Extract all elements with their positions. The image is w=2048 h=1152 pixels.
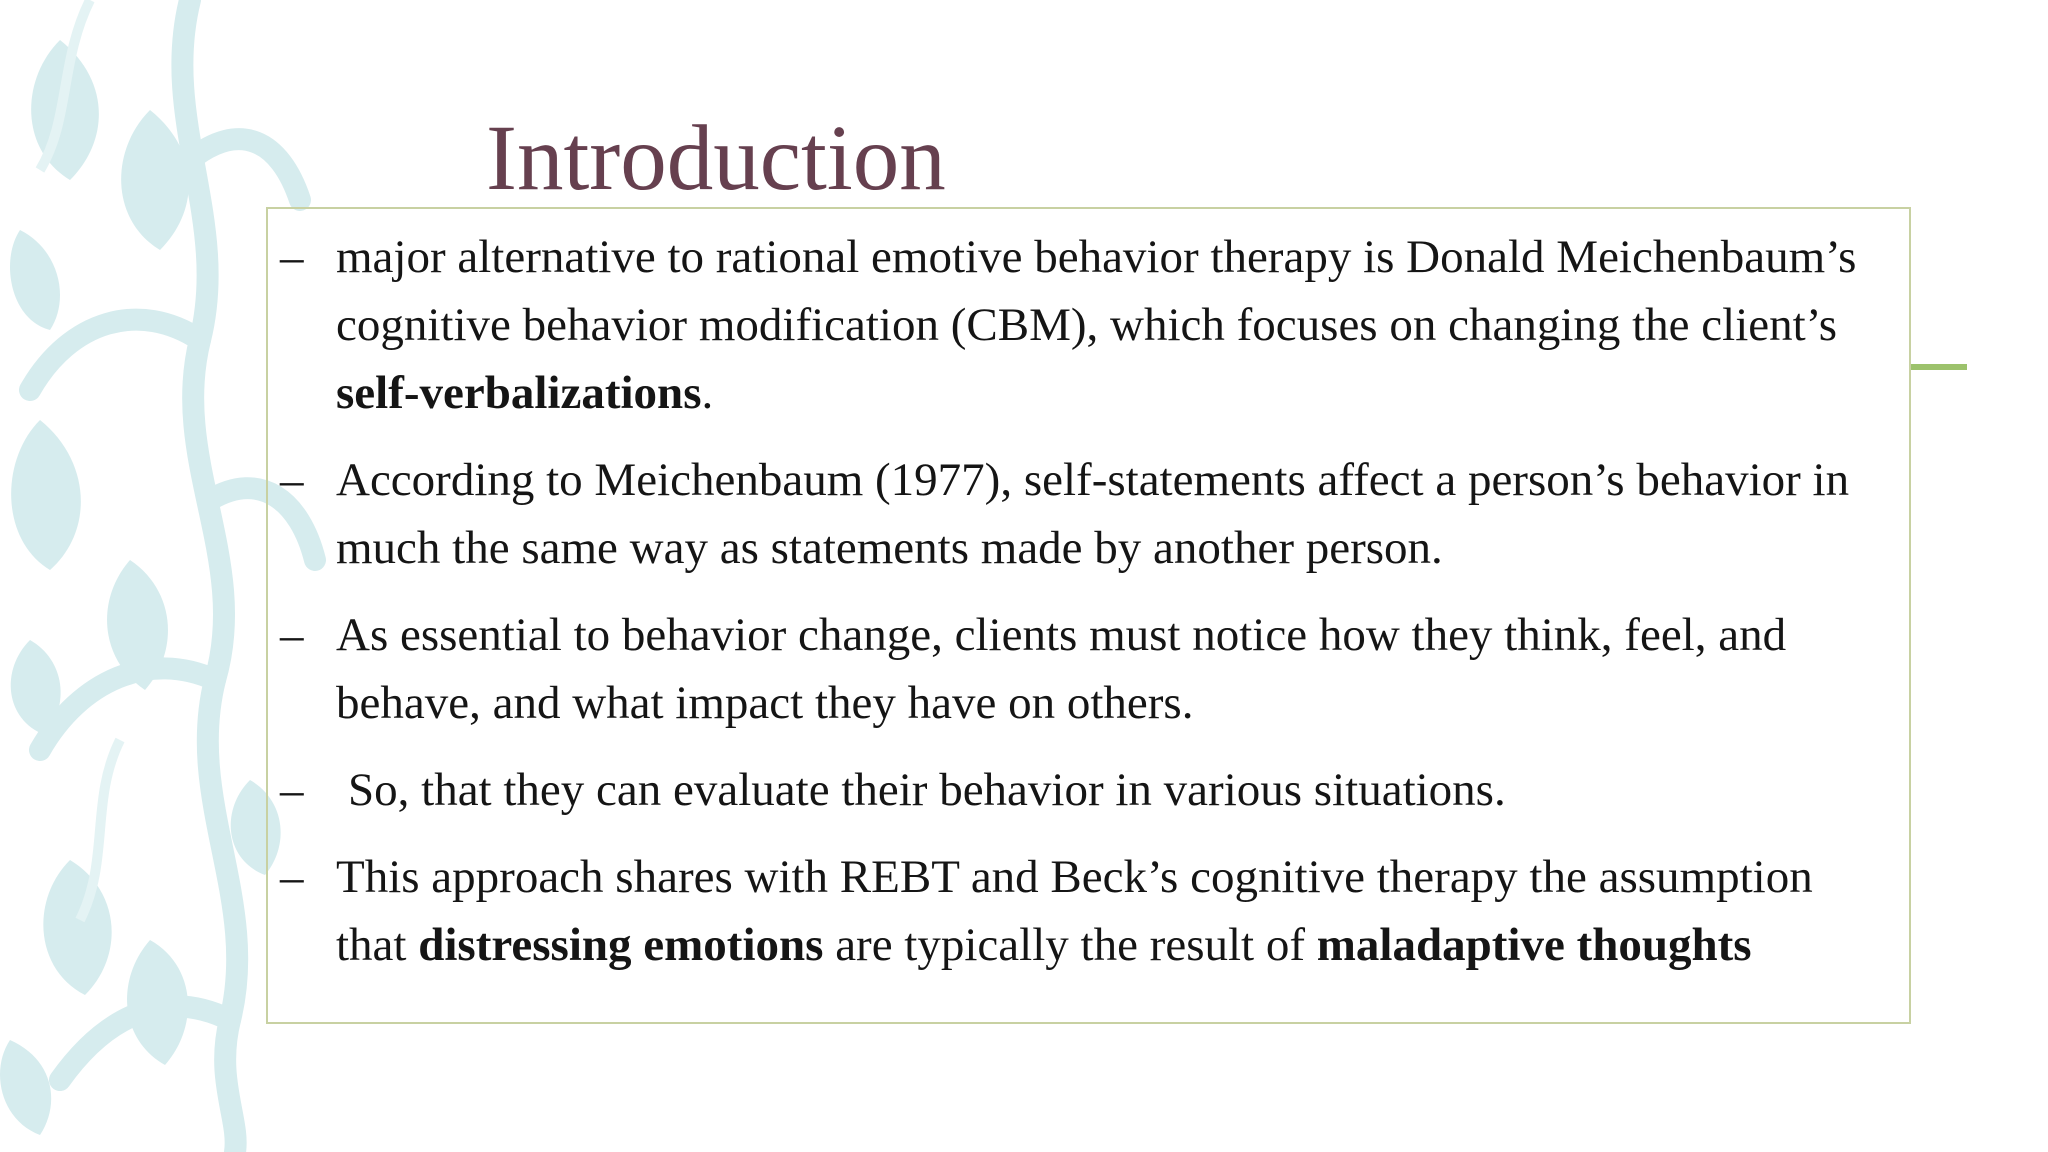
slide-title: Introduction	[486, 107, 946, 210]
bullet-text: According to Meichenbaum (1977), self-statements affect a person’s behavior in much the same way as statements made by another person.	[336, 454, 1850, 574]
bullet-dash: –	[280, 609, 304, 661]
bullet-dash: –	[280, 454, 304, 506]
bold-term: maladaptive thoughts	[1316, 919, 1752, 971]
bullet-text: So, that they can evaluate their behavior in various situations.	[348, 764, 1506, 816]
content-box	[266, 207, 1911, 1024]
bullet-item	[268, 843, 1909, 979]
bullet-item	[268, 446, 1909, 582]
bullet-list	[268, 223, 1909, 998]
bullet-text: As essential to behavior change, clients must notice how they think, feel, and behave, and what impact they have on others.	[336, 609, 1787, 729]
bullet-item	[268, 756, 1909, 824]
bullet-dash: –	[280, 764, 304, 816]
bullet-text: major alternative to rational emotive behavior therapy is Donald Meichenbaum’s cognitive behavior modification (CBM), which focuses on changing the client’s	[336, 231, 1857, 351]
bullet-text: This approach shares with REBT and Beck’s cognitive therapy the assumption that	[336, 851, 1813, 971]
bullet-text: are typically the result of	[823, 919, 1317, 971]
bullet-item	[268, 601, 1909, 737]
accent-line	[1910, 364, 1967, 370]
bullet-dash: –	[280, 231, 304, 283]
bullet-item	[268, 223, 1909, 427]
bold-term: self-verbalizations	[336, 367, 702, 419]
bullet-dash: –	[280, 851, 304, 903]
bold-term: distressing emotions	[418, 919, 824, 971]
bullet-text: .	[701, 367, 714, 419]
